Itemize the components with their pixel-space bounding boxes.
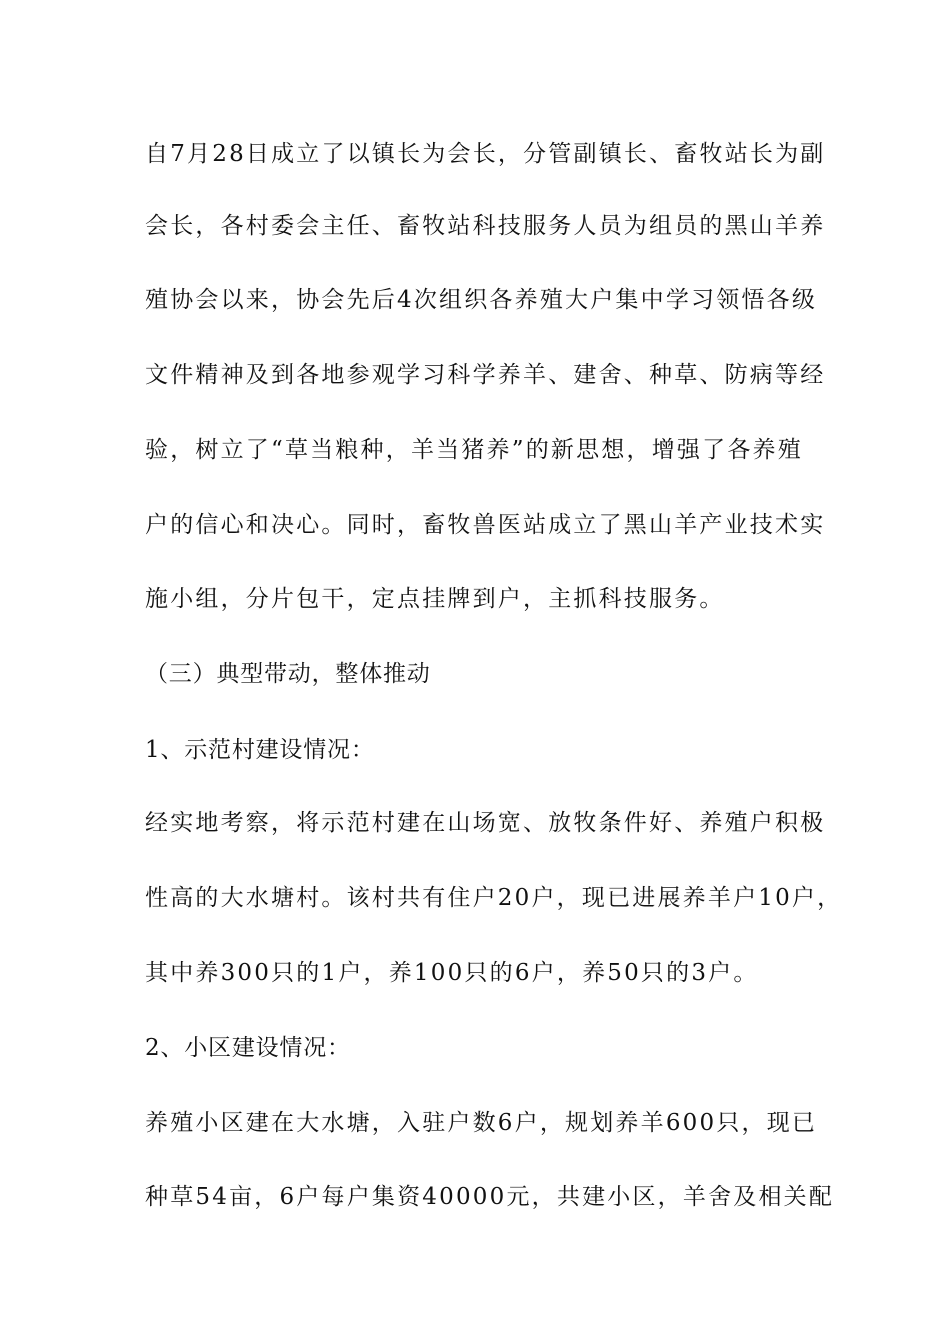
text-line: 自7月28日成立了以镇长为会长，分管副镇长、畜牧站长为副 [145, 141, 826, 167]
text-line: 种草54亩，6户每户集资40000元，共建小区，羊舍及相关配 [145, 1184, 835, 1210]
text-line: 性高的大水塘村。该村共有住户20户，现已进展养羊户10户， [145, 885, 843, 911]
text-line: 户的信心和决心。同时，畜牧兽医站成立了黑山羊产业技术实 [145, 512, 826, 538]
subsection-heading: 1、示范村建设情况： [145, 737, 375, 763]
text-line: 其中养300只的1户，养100只的6户，养50只的3户。 [145, 960, 759, 986]
text-line: 会长，各村委会主任、畜牧站科技服务人员为组员的黑山羊养 [145, 213, 826, 239]
text-line: 验，树立了“草当粮种，羊当猪养”的新思想，增强了各养殖 [145, 437, 803, 463]
text-line: 殖协会以来，协会先后4次组织各养殖大户集中学习领悟各级 [145, 287, 818, 313]
text-line: 施小组，分片包干，定点挂牌到户，主抓科技服务。 [145, 586, 725, 612]
text-line: 经实地考察，将示范村建在山场宽、放牧条件好、养殖户积极 [145, 810, 826, 836]
text-line: 养殖小区建在大水塘，入驻户数6户，规划养羊600只，现已 [145, 1110, 818, 1136]
section-heading: （三）典型带动，整体推动 [145, 661, 431, 687]
text-line: 文件精神及到各地参观学习科学养羊、建舍、种草、防病等经 [145, 362, 826, 388]
subsection-heading: 2、小区建设情况： [145, 1035, 351, 1061]
